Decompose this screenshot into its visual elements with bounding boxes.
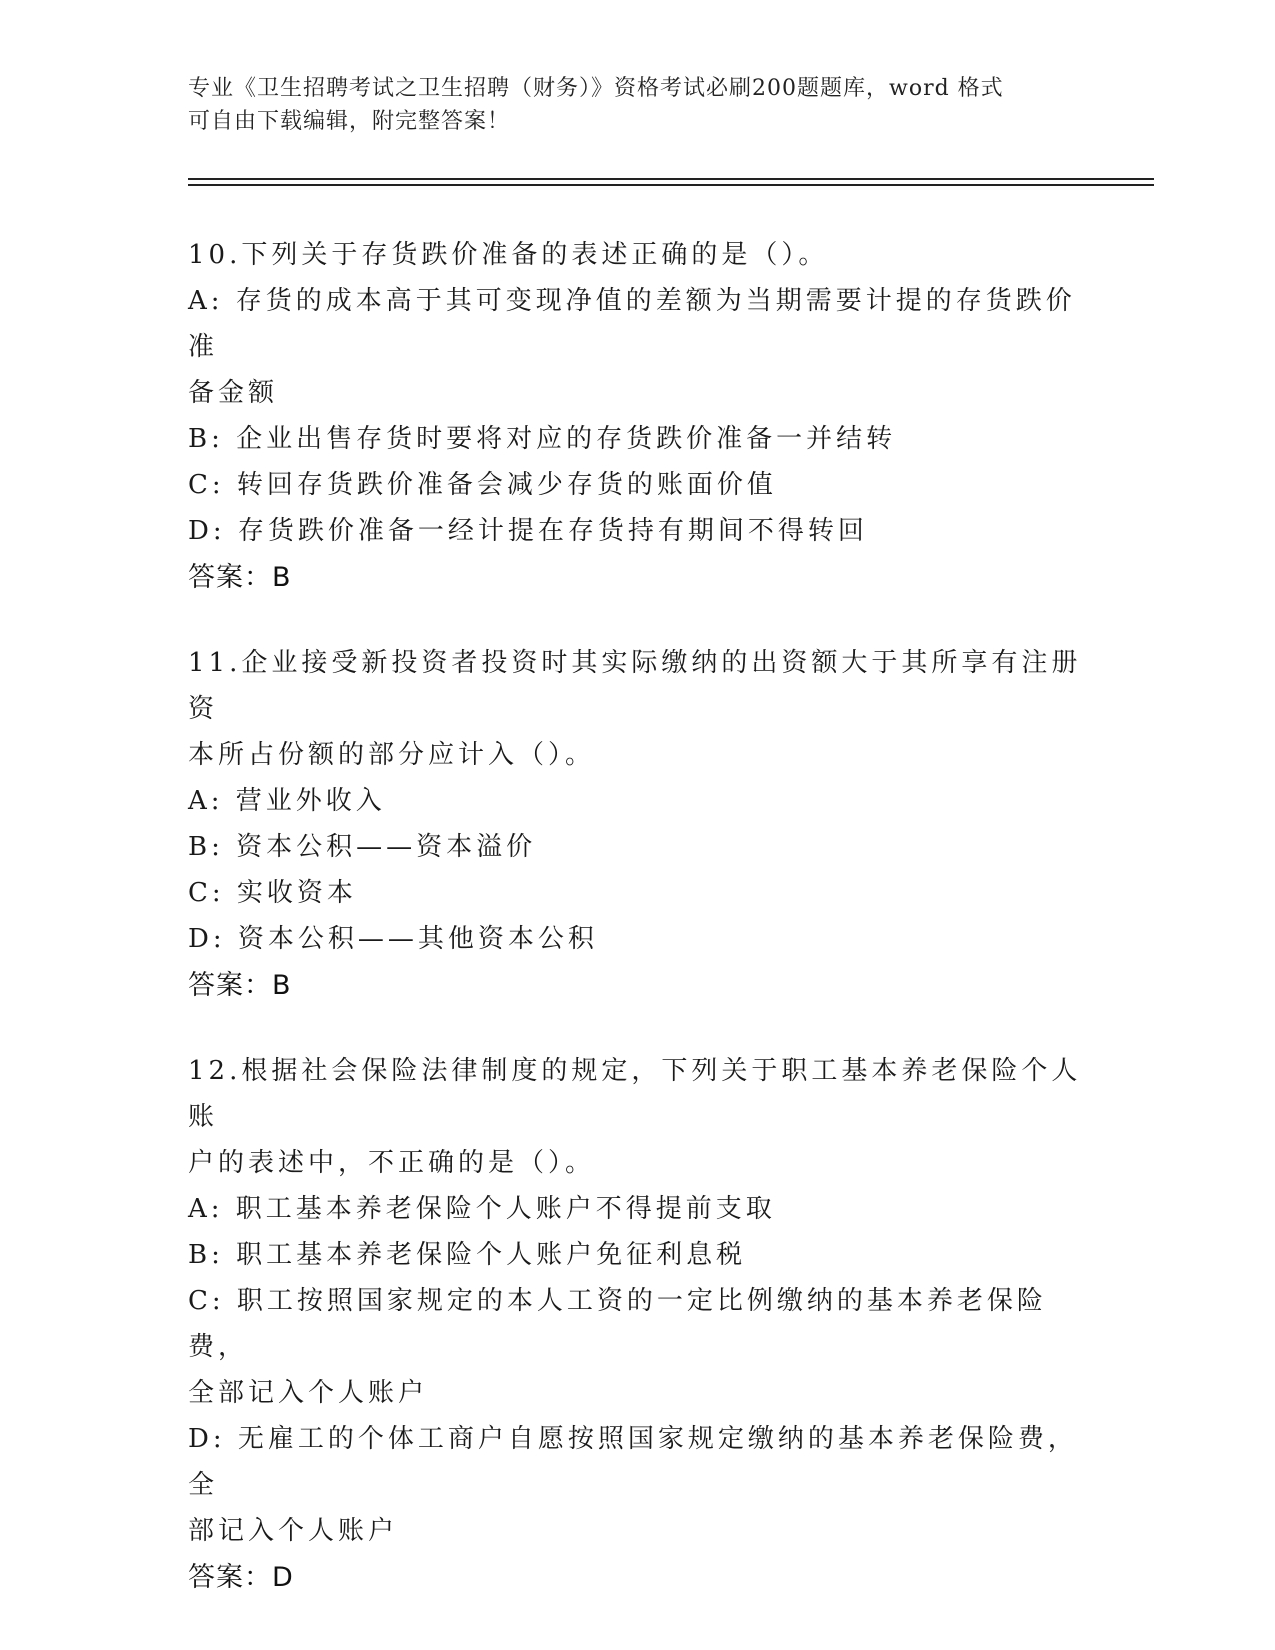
option-b-line: B: 资本公积——资本溢价	[188, 832, 537, 862]
option-a-line: A: 营业外收入	[188, 786, 386, 816]
option-a-line: A: 职工基本养老保险个人账户不得提前支取	[188, 1194, 776, 1224]
question-text-line: 本所占份额的部分应计入（）。	[188, 740, 596, 770]
answer-label: 答案：D	[188, 1562, 294, 1593]
option-b-line: B: 职工基本养老保险个人账户免征利息税	[188, 1240, 747, 1270]
header-divider-top	[188, 178, 1154, 180]
option-b-line: B: 企业出售存货时要将对应的存货跌价准备一并结转	[188, 424, 897, 454]
question-10	[188, 232, 1088, 602]
question-text-line: 11.企业接受新投资者投资时其实际缴纳的出资额大于其所享有注册资	[188, 648, 1082, 724]
option-d-line: D: 存货跌价准备一经计提在存货持有期间不得转回	[188, 516, 868, 546]
question-list	[188, 232, 1088, 1640]
option-a-line: 备金额	[188, 378, 279, 408]
question-11	[188, 640, 1088, 1010]
option-a-line: A: 存货的成本高于其可变现净值的差额为当期需要计提的存货跌价准	[188, 286, 1076, 362]
question-12	[188, 1048, 1088, 1602]
document-header	[188, 72, 1088, 138]
question-text-line: 10.下列关于存货跌价准备的表述正确的是（）。	[188, 240, 829, 270]
option-c-line: C: 转回存货跌价准备会减少存货的账面价值	[188, 470, 777, 500]
option-d-line: D: 无雇工的个体工商户自愿按照国家规定缴纳的基本养老保险费，全	[188, 1424, 1078, 1500]
option-c-line: C: 实收资本	[188, 878, 357, 908]
answer-label: 答案：B	[188, 562, 292, 593]
header-line-2: 可自由下载编辑，附完整答案！	[188, 109, 511, 134]
question-text-line: 12.根据社会保险法律制度的规定，下列关于职工基本养老保险个人账	[188, 1056, 1082, 1132]
answer-label: 答案：B	[188, 970, 292, 1001]
header-line-1: 专业《卫生招聘考试之卫生招聘（财务）》资格考试必刷200题题库，word 格式	[188, 76, 1004, 101]
option-d-line: 部记入个人账户	[188, 1516, 399, 1546]
question-text-line: 户的表述中，不正确的是（）。	[188, 1148, 596, 1178]
option-c-line: 全部记入个人账户	[188, 1378, 429, 1408]
option-d-line: D: 资本公积——其他资本公积	[188, 924, 598, 954]
option-c-line: C: 职工按照国家规定的本人工资的一定比例缴纳的基本养老保险费，	[188, 1286, 1047, 1362]
header-divider-bottom	[188, 184, 1154, 186]
